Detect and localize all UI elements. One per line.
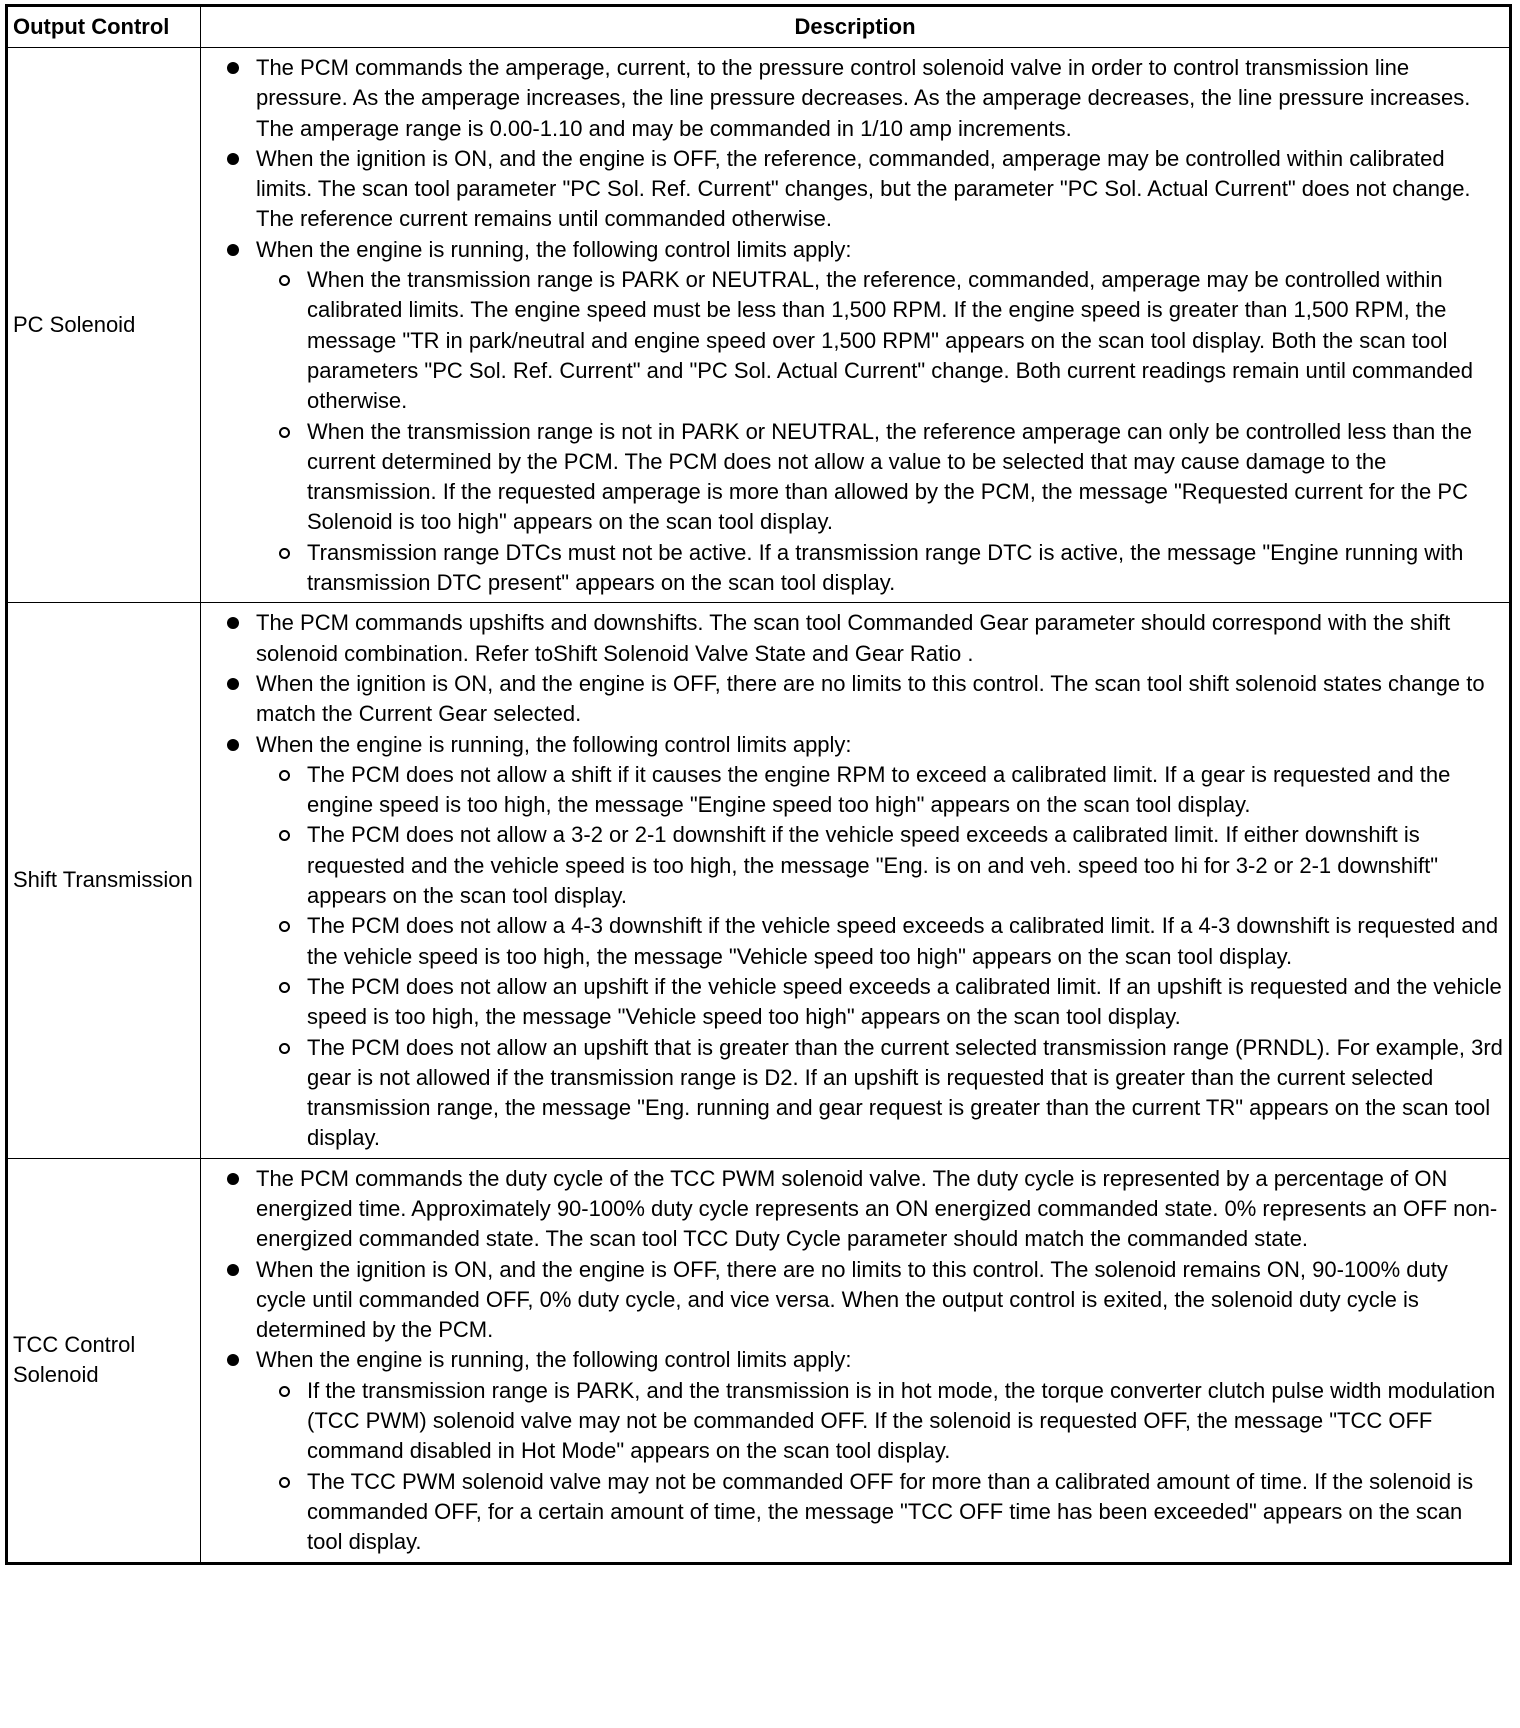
output-control-name: PC Solenoid — [7, 48, 201, 603]
bullet-item: When the engine is running, the following control limits apply: — [201, 730, 1503, 760]
table-row — [7, 603, 1511, 1158]
output-control-table — [5, 4, 1512, 1565]
bullet-item: When the engine is running, the following control limits apply: — [201, 235, 1503, 265]
output-control-name: TCC Control Solenoid — [7, 1158, 201, 1563]
bullet-item: When the ignition is ON, and the engine is OFF, there are no limits to this control. The scan tool shift solenoid states change to match the Current Gear selected. — [201, 669, 1503, 730]
description-list — [201, 53, 1503, 598]
description-cell — [201, 1158, 1511, 1563]
sub-bullet-item: The PCM does not allow an upshift if the vehicle speed exceeds a calibrated limit. If an upshift is requested and the vehicle speed is too high, the message "Vehicle speed too high" appears on the scan tool display. — [201, 972, 1503, 1033]
table-row — [7, 48, 1511, 603]
description-cell — [201, 48, 1511, 603]
description-cell — [201, 603, 1511, 1158]
description-list — [201, 608, 1503, 1153]
header-description: Description — [201, 6, 1511, 48]
bullet-item: The PCM commands the duty cycle of the TCC PWM solenoid valve. The duty cycle is represented by a percentage of ON energized time. Approximately 90-100% duty cycle represents an ON energized commanded state. 0% represents an OFF non-energized commanded state. The scan tool TCC Duty Cycle parameter should match the commanded state. — [201, 1164, 1503, 1255]
sub-bullet-item: If the transmission range is PARK, and the transmission is in hot mode, the torque converter clutch pulse width modulation (TCC PWM) solenoid valve may not be commanded OFF. If the solenoid is requested OFF, the message "TCC OFF command disabled in Hot Mode" appears on the scan tool display. — [201, 1376, 1503, 1467]
bullet-item: When the engine is running, the following control limits apply: — [201, 1345, 1503, 1375]
bullet-item: The PCM commands the amperage, current, to the pressure control solenoid valve in order to control transmission line pressure. As the amperage increases, the line pressure decreases. As the amperage decreases, the line pressure increases. The amperage range is 0.00-1.10 and may be commanded in 1/10 amp increments. — [201, 53, 1503, 144]
sub-bullet-item: The PCM does not allow a 4-3 downshift if the vehicle speed exceeds a calibrated limit. If a 4-3 downshift is requested and the vehicle speed is too high, the message "Vehicle speed too high" appears on the scan tool display. — [201, 911, 1503, 972]
table-row — [7, 1158, 1511, 1563]
description-list — [201, 1164, 1503, 1558]
sub-bullet-item: When the transmission range is not in PARK or NEUTRAL, the reference amperage can only be controlled less than the current determined by the PCM. The PCM does not allow a value to be selected that may cause damage to the transmission. If the requested amperage is more than allowed by the PCM, the message "Requested current for the PC Solenoid is too high" appears on the scan tool display. — [201, 417, 1503, 538]
sub-bullet-item: The TCC PWM solenoid valve may not be commanded OFF for more than a calibrated amount of time. If the solenoid is commanded OFF, for a certain amount of time, the message "TCC OFF time has been exceeded" appears on the scan tool display. — [201, 1467, 1503, 1558]
sub-bullet-item: The PCM does not allow a 3-2 or 2-1 downshift if the vehicle speed exceeds a calibrated limit. If either downshift is requested and the vehicle speed is too high, the message "Eng. is on and veh. speed too hi for 3-2 or 2-1 downshift" appears on the scan tool display. — [201, 820, 1503, 911]
header-output-control: Output Control — [7, 6, 201, 48]
sub-bullet-item: The PCM does not allow a shift if it causes the engine RPM to exceed a calibrated limit. If a gear is requested and the engine speed is too high, the message "Engine speed too high" appears on the scan tool display. — [201, 760, 1503, 821]
bullet-item: When the ignition is ON, and the engine is OFF, the reference, commanded, amperage may be controlled within calibrated limits. The scan tool parameter "PC Sol. Ref. Current" changes, but the parameter "PC Sol. Actual Current" does not change. The reference current remains until commanded otherwise. — [201, 144, 1503, 235]
output-control-name: Shift Transmission — [7, 603, 201, 1158]
sub-bullet-item: When the transmission range is PARK or NEUTRAL, the reference, commanded, amperage may be controlled within calibrated limits. The engine speed must be less than 1,500 RPM. If the engine speed is greater than 1,500 RPM, the message "TR in park/neutral and engine speed over 1,500 RPM" appears on the scan tool display. Both the scan tool parameters "PC Sol. Ref. Current" and "PC Sol. Actual Current" change. Both current readings remain until commanded otherwise. — [201, 265, 1503, 416]
bullet-item: When the ignition is ON, and the engine is OFF, there are no limits to this control. The solenoid remains ON, 90-100% duty cycle until commanded OFF, 0% duty cycle, and vice versa. When the output control is exited, the solenoid duty cycle is determined by the PCM. — [201, 1255, 1503, 1346]
bullet-item: The PCM commands upshifts and downshifts. The scan tool Commanded Gear parameter should correspond with the shift solenoid combination. Refer toShift Solenoid Valve State and Gear Ratio . — [201, 608, 1503, 669]
sub-bullet-item: Transmission range DTCs must not be active. If a transmission range DTC is active, the message "Engine running with transmission DTC present" appears on the scan tool display. — [201, 538, 1503, 599]
header-row — [7, 6, 1511, 48]
sub-bullet-item: The PCM does not allow an upshift that is greater than the current selected transmission range (PRNDL). For example, 3rd gear is not allowed if the transmission range is D2. If an upshift is requested that is greater than the current selected transmission range, the message "Eng. running and gear request is greater than the current TR" appears on the scan tool display. — [201, 1033, 1503, 1154]
